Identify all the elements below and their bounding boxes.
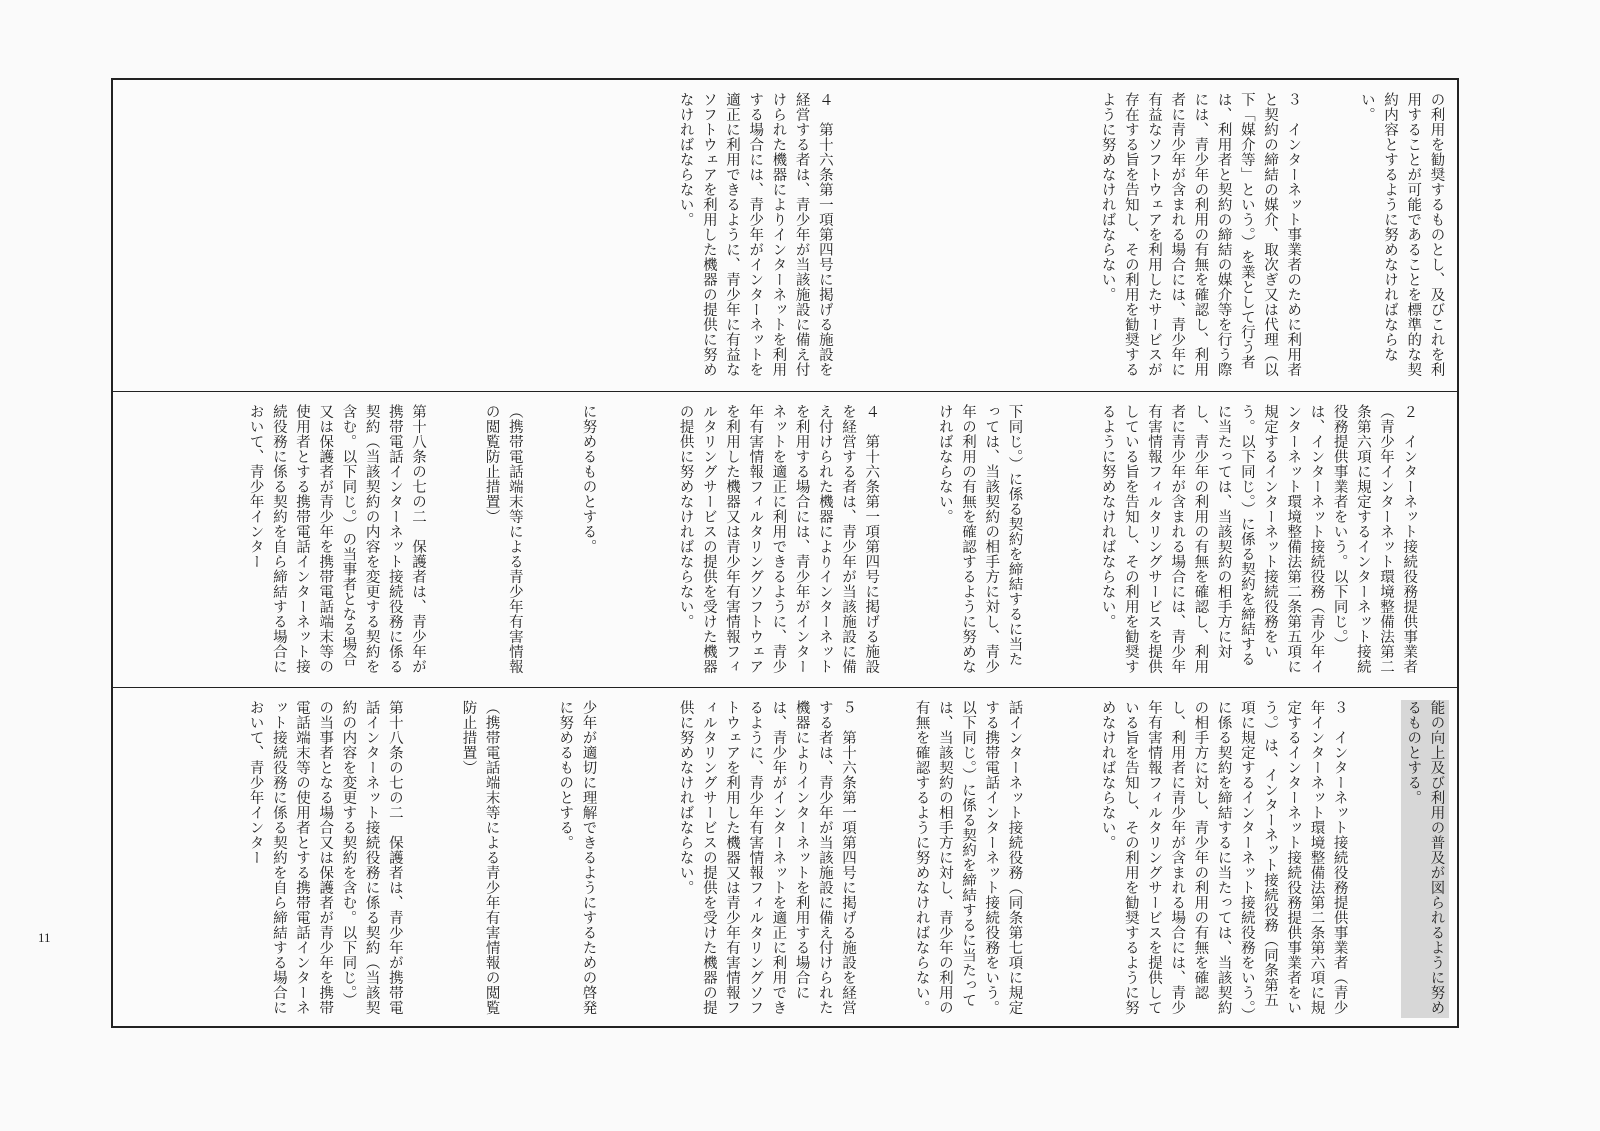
row-current-text bbox=[113, 392, 1457, 688]
paragraph: ３ インターネット接続役務提供事業者（青少年インターネット環境整備法第二条第六項に規定するインターネット接続役務提供事業者をいう。）は、インターネット接続役務（同条第五項に規定するインターネット接続役務をいう。）に係る契約を締結するに当たっては、当該契約の相手方に対し、青少年の利用の有無を確認し、利用者に青少年が含まれる場合には、青少年有害情報フィルタリングサービスを提供している旨を告知し、その利用を勧奨するように努めなければならない。 bbox=[1099, 700, 1348, 1016]
paragraph: ４ 第十六条第一項第四号に掲げる施設を経営する者は、青少年が当該施設に備え付けられた機器によりインターネットを利用する場合には、青少年がインターネットを適正に利用できるように、青少年に有益なソフトウェアを利用した機器の提供に努めなければならない。 bbox=[677, 92, 833, 377]
band2-column-mid bbox=[627, 404, 1027, 677]
band1-column-right bbox=[1049, 92, 1449, 381]
comparison-table bbox=[111, 78, 1459, 1028]
paragraph: ３ インターネット事業者のために利用者と契約の締結の媒介、取次ぎ又は代理（以下「媒介等」という。）を業として行う者は、利用者と契約の締結の媒介等を行う際には、青少年の利用の有無を確認し、利用者に青少年が含まれる場合には、青少年に有益なソフトウェアを利用したサービスが存在する旨を告知し、その利用を勧奨するように努めなければならない。 bbox=[1099, 92, 1302, 377]
paragraph: 第十八条の七の二 保護者は、青少年が携帯電話インターネット接続役務に係る契約（当該契約の内容を変更する契約を含む。以下同じ。）の当事者となる場合又は保護者が青少年を携帯電話端末等の使用者とする携帯電話インターネット接続役務に係る契約を自ら締結する場合において、青少年インター bbox=[247, 404, 427, 674]
paragraph: 少年が適切に理解できるようにするための啓発に努めるものとする。 bbox=[557, 700, 597, 1015]
band1-column-mid bbox=[627, 92, 1027, 381]
paragraph: ５ 第十六条第一項第四号に掲げる施設を経営する者は、青少年が当該施設に備え付けられた機器によりインターネットを利用する場合には、青少年がインターネットを適正に利用できるように、青少年有害情報フィルタリングソフトウェアを利用した機器又は青少年有害情報フィルタリングサービスの提供を受けた機器の提供に努めなければならない。 bbox=[677, 700, 857, 1015]
band3-column-left bbox=[197, 700, 597, 1018]
paragraph: に努めるものとする。 bbox=[580, 404, 597, 554]
band2-column-right bbox=[1049, 404, 1449, 677]
section-heading: （携帯電話端末等による青少年有害情報の閲覧防止措置） bbox=[460, 700, 500, 1015]
highlighted-paragraph: 能の向上及び利用の普及が図られるように努めるものとする。 bbox=[1401, 700, 1449, 1018]
paragraph: の利用を勧奨するものとし、及びこれを利用することが可能であることを標準的な契約内容とするように努めなければならない。 bbox=[1358, 92, 1445, 377]
paragraph: ２ インターネット接続役務提供事業者（青少年インターネット環境整備法第二条第六項に規定するインターネット接続役務提供事業者をいう。以下同じ。）は、インターネット接続役務（青少年インターネット環境整備法第二条第五項に規定するインターネット接続役務をいう。以下同じ。）に係る契約を締結するに当たっては、当該契約の相手方に対し、青少年の利用の有無を確認し、利用者に青少年が含まれる場合には、青少年有害情報フィルタリングサービスを提供している旨を告知し、その利用を勧奨するように努めなければならない。 bbox=[1099, 404, 1418, 674]
row-original-text bbox=[113, 80, 1457, 392]
paragraph: 第十八条の七の二 保護者は、青少年が携帯電話インターネット接続役務に係る契約（当該契約の内容を変更する契約を含む。以下同じ。）の当事者となる場合又は保護者が青少年を携帯電話端末等の使用者とする携帯電話インターネット接続役務に係る契約を自ら締結する場合において、青少年インター bbox=[247, 700, 403, 1015]
page-number: 11 bbox=[38, 930, 51, 945]
section-heading: （携帯電話端末等による青少年有害情報の閲覧防止措置） bbox=[483, 404, 523, 674]
band3-column-mid bbox=[627, 700, 1027, 1018]
row-amended-text bbox=[113, 688, 1457, 1028]
band3-column-right bbox=[1049, 700, 1449, 1018]
band2-column-left bbox=[197, 404, 597, 677]
paragraph: 下同じ。）に係る契約を締結するに当たっては、当該契約の相手方に対し、青少年の利用の有無を確認するように努めなければならない。 bbox=[936, 404, 1023, 674]
paragraph: 話インターネット接続役務（同条第七項に規定する携帯電話インターネット接続役務をいう。以下同じ。）に係る契約を締結するに当たっては、当該契約の相手方に対し、青少年の利用の有無を確認するように努めなければならない。 bbox=[913, 700, 1023, 1015]
paragraph: ４ 第十六条第一項第四号に掲げる施設を経営する者は、青少年が当該施設に備え付けられた機器によりインターネットを利用する場合には、青少年がインターネットを適正に利用できるように、青少年有害情報フィルタリングソフトウェアを利用した機器又は青少年有害情報フィルタリングサービスの提供を受けた機器の提供に努めなければならない。 bbox=[677, 404, 880, 674]
